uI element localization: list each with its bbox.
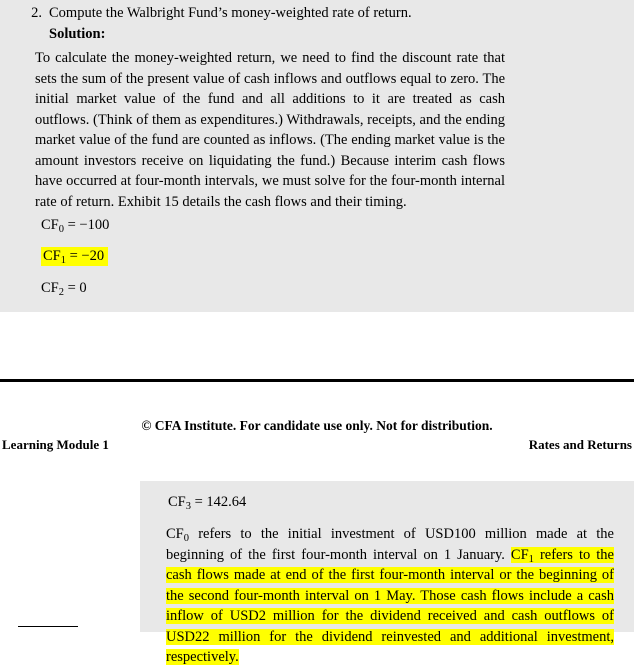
cf1-label: CF xyxy=(43,248,61,264)
cf3-label: CF xyxy=(168,494,186,510)
cf2-value: = 0 xyxy=(67,280,87,296)
cf1-subscript: 1 xyxy=(60,255,66,266)
cf1-ref-label: CF xyxy=(510,546,529,563)
cf1-highlight xyxy=(41,247,108,266)
solution-label: Solution: xyxy=(49,26,106,42)
cf3-subscript: 3 xyxy=(185,501,191,512)
cf0-ref-subscript: 0 xyxy=(183,533,189,544)
cash-flow-line-0 xyxy=(41,217,109,234)
bottom-text-highlighted: refers to the cash flows made at end of the first four-month interval or the beginning of the second four-month interval on 1 May. Those cash flows include a cash inflow of USD2 million for the dividend received and cash outflows of USD22 million for the dividend reinvested and additional investment, respectively. xyxy=(166,546,614,666)
question-number: 2. xyxy=(31,5,42,21)
question-row xyxy=(22,4,612,24)
running-head-left: Learning Module 1 xyxy=(2,437,109,452)
running-head-right: Rates and Returns xyxy=(528,437,632,452)
cf1-ref-highlight xyxy=(166,547,614,666)
cf2-subscript: 2 xyxy=(58,287,64,298)
cf0-subscript: 0 xyxy=(58,224,64,235)
cf0-value: = −100 xyxy=(67,217,110,233)
cf2-label: CF xyxy=(41,280,59,296)
left-margin-rule xyxy=(18,626,78,627)
cf1-value: = −20 xyxy=(69,248,105,264)
cash-flow-line-1 xyxy=(41,248,108,265)
question-text: Compute the Walbright Fund’s money-weighted rate of return. xyxy=(49,5,412,21)
example-box-top xyxy=(0,0,634,312)
cf3-value: = 142.64 xyxy=(194,494,247,510)
cash-flow-line-3 xyxy=(168,494,246,511)
cash-flow-line-2 xyxy=(41,280,87,297)
bottom-paragraph xyxy=(166,524,614,668)
copyright-notice: © CFA Institute. For candidate use only. Not for distribution. xyxy=(141,418,493,433)
cf0-label: CF xyxy=(41,217,59,233)
solution-paragraph: To calculate the money-weighted return, we need to find the discount rate that sets the sum of the present value of cash inflows and outflows equal to zero. The initial market value of the fund and all additions to it are treated as cash outflows. (Think of them as expenditures.) Withdrawals, receipts, and the ending market value of the fund are counted as inflows. (The ending market value is the amount investors receive on liquidating the fund.) Because interim cash flows have occurred at four-month intervals, we must solve for the four-month internal rate of return. Exhibit 15 details the cash flows and their timing. xyxy=(35,50,505,211)
page-divider xyxy=(0,379,634,382)
cf0-ref-label: CF xyxy=(166,526,184,542)
bottom-text-plain: refers to the initial investment of USD100 million made at the beginning of the first four-month interval on 1 January. xyxy=(166,526,614,563)
cf1-ref-subscript: 1 xyxy=(528,553,534,565)
